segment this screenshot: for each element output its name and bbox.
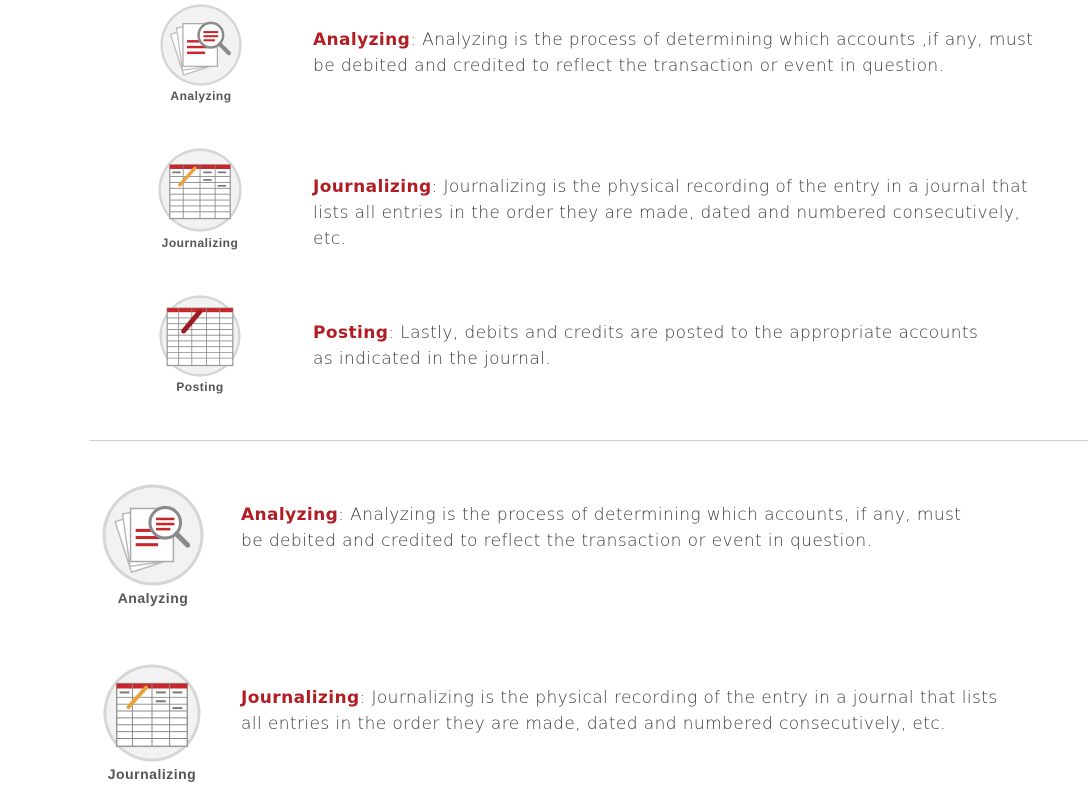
s2-journalizing-caption: Journalizing xyxy=(107,766,197,782)
magnifier-document-icon xyxy=(102,484,204,586)
journal-ledger-icon xyxy=(103,664,201,762)
s1-posting-text xyxy=(313,320,993,372)
s1-journalizing-text xyxy=(313,174,1048,252)
s1-journalizing-body: : Journalizing is the physical recording of the entry in a journal that lists all entries in the order they are made, dated and numbered consecutively, etc. xyxy=(313,177,1028,249)
s1-analyzing-body: : Analyzing is the process of determining which accounts ,if any, must be debited and credited to reflect the transaction or event in question. xyxy=(313,30,1034,76)
s1-analyzing-caption: Analyzing xyxy=(170,89,232,103)
s2-analyzing-text xyxy=(241,502,971,554)
s2-journalizing-text xyxy=(241,685,1001,737)
s1-posting-caption: Posting xyxy=(176,380,224,394)
s2-analyzing-caption: Analyzing xyxy=(117,590,189,606)
s1-posting-body: : Lastly, debits and credits are posted to the appropriate accounts as indicated in the journal. xyxy=(313,323,979,369)
s2-analyzing-body: : Analyzing is the process of determining which accounts, if any, must be debited and credited to reflect the transaction or event in question. xyxy=(241,505,962,551)
s2-journalizing-term: Journalizing xyxy=(241,688,360,708)
s1-analyzing-term: Analyzing xyxy=(313,30,411,50)
s1-posting-term: Posting xyxy=(313,323,389,343)
magnifier-document-icon xyxy=(160,4,242,86)
journal-ledger-icon xyxy=(158,148,242,232)
s1-journalizing-term: Journalizing xyxy=(313,177,432,197)
s2-journalizing-body: : Journalizing is the physical recording of the entry in a journal that lists all entries in the order they are made, dated and numbered consecutively, etc. xyxy=(241,688,998,734)
posting-ledger-icon xyxy=(159,295,241,377)
s2-analyzing-term: Analyzing xyxy=(241,505,339,525)
s1-journalizing-caption: Journalizing xyxy=(161,236,239,250)
s1-analyzing-text xyxy=(313,27,1043,79)
section-divider xyxy=(89,440,1088,441)
